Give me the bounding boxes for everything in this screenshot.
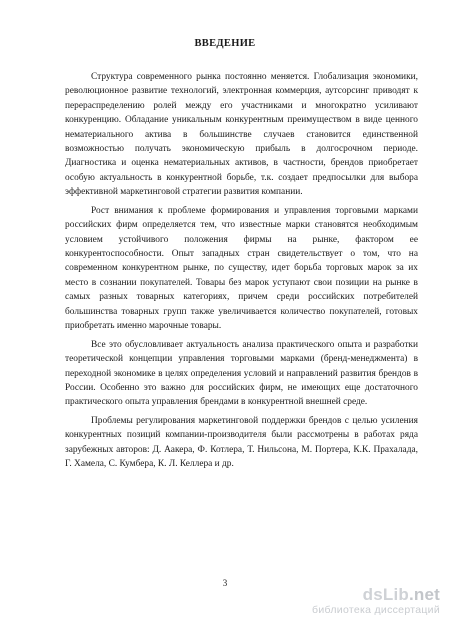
watermark-logo bbox=[300, 586, 440, 604]
watermark-logo-suffix: .net bbox=[408, 585, 440, 604]
watermark bbox=[300, 586, 440, 616]
page-number: 3 bbox=[222, 578, 228, 588]
paragraph-3: Все это обусловливает актуальность анализа практического опыта и разработки теоретической концепции управления торговыми марками (бренд-менеджмента) в переходной экономике в целях определения условий и направлений развития брендов в России. Особенно это важно для российских фирм, не имеющих еще достаточного практического опыта управления брендами в конкурентной внешней среде. bbox=[65, 339, 418, 408]
watermark-logo-main: dsLib bbox=[362, 585, 409, 604]
body-text bbox=[65, 70, 418, 476]
page-title: ВВЕДЕНИЕ bbox=[194, 38, 256, 49]
watermark-tagline: библиотека диссертаций bbox=[312, 604, 440, 616]
paragraph-2: Рост внимания к проблеме формирования и управления торговыми марками российских фирм определяется тем, что известные марки становятся необходимым условием устойчивого положения фирмы на рынке, фактором ее конкурентоспособности. Опыт западных стран свидетельствует о том, что на современном конкурентном рынке, по существу, идет борьба торговых марок за их место в сознании покупателей. Товары без марок уступают свои позиции на рынке в самых разных товарных категориях, причем среди российских потребителей большинства товарных групп также увеличивается количество покупателей, готовых приобретать именно марочные товары. bbox=[65, 205, 418, 332]
paragraph-4: Проблемы регулирования маркетинговой поддержки брендов с целью усиления конкурентных позиций компании-производителя были рассмотрены в работах ряда зарубежных авторов: Д. Аакера, Ф. Котлера, Т. Нильсона, М. Портера, К.К. Прахалада, Г. Хамела, С. Кумбера, К. Л. Келлера и др. bbox=[65, 415, 418, 470]
paragraph-1: Структура современного рынка постоянно меняется. Глобализация экономики, революционное развитие технологий, электронная коммерция, аутсорсинг приводят к перераспределению ролей между его участниками и многократно усиливают конкуренцию. Обладание уникальным конкурентным преимуществом в виде ценного нематериального актива в большинстве случаев становится единственной возможностью получать экономическую прибыль в долгосрочном периоде. Диагностика и оценка нематериальных активов, в частности, брендов приобретает особую актуальность в конкурентной борьбе, т.к. создает предпосылки для выбора эффективной маркетинговой стратегии развития компании. bbox=[65, 72, 418, 198]
